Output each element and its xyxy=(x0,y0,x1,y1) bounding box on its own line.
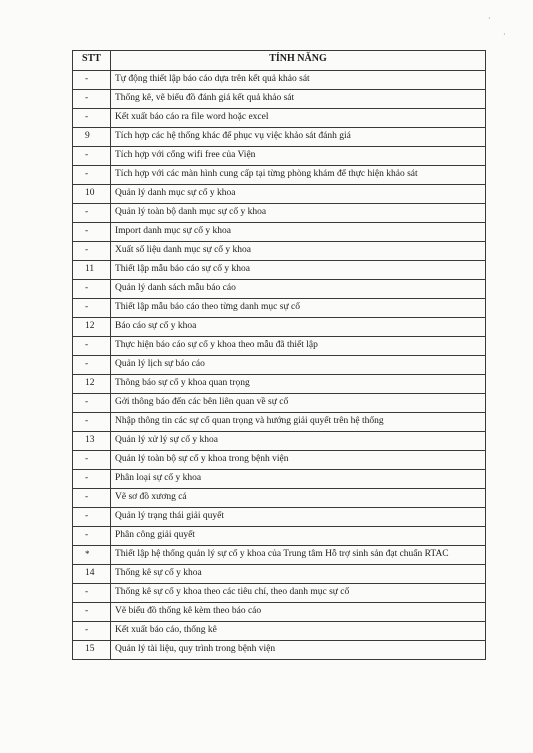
table-row xyxy=(73,470,486,489)
row-stt: - xyxy=(73,470,111,489)
row-stt: - xyxy=(73,356,111,375)
table-row xyxy=(73,109,486,128)
feature-column-header: TÍNH NĂNG xyxy=(111,51,486,71)
table-row xyxy=(73,375,486,394)
table-header-row xyxy=(73,51,486,71)
table-row xyxy=(73,261,486,280)
row-stt: - xyxy=(73,337,111,356)
table-body xyxy=(73,71,486,660)
row-feature: Thông báo sự cố y khoa quan trọng xyxy=(111,375,486,394)
table-row xyxy=(73,413,486,432)
row-feature: Phân loại sự cố y khoa xyxy=(111,470,486,489)
row-feature: Thiết lập mẫu báo cáo theo từng danh mục sự cố xyxy=(111,299,486,318)
row-feature: Kết xuất báo cáo, thống kê xyxy=(111,622,486,641)
row-stt: - xyxy=(73,489,111,508)
row-feature: Thống kê sự cố y khoa xyxy=(111,565,486,584)
row-stt: 15 xyxy=(73,641,111,660)
row-stt: 12 xyxy=(73,375,111,394)
row-feature: Kết xuất báo cáo ra file word hoặc excel xyxy=(111,109,486,128)
row-stt: - xyxy=(73,299,111,318)
table-row xyxy=(73,337,486,356)
table-row xyxy=(73,242,486,261)
row-stt: 10 xyxy=(73,185,111,204)
table-row xyxy=(73,527,486,546)
table-row xyxy=(73,394,486,413)
row-feature: Tự động thiết lập báo cáo dựa trên kết quả khảo sát xyxy=(111,71,486,90)
row-feature: Quản lý xử lý sự cố y khoa xyxy=(111,432,486,451)
row-stt: - xyxy=(73,413,111,432)
row-feature: Báo cáo sự cố y khoa xyxy=(111,318,486,337)
table-row xyxy=(73,147,486,166)
row-feature: Thiết lập mẫu báo cáo sự cố y khoa xyxy=(111,261,486,280)
row-stt: - xyxy=(73,109,111,128)
row-stt: - xyxy=(73,603,111,622)
row-stt: 9 xyxy=(73,128,111,147)
table-row xyxy=(73,128,486,147)
row-feature: Gởi thông báo đến các bên liên quan về sự cố xyxy=(111,394,486,413)
row-stt: - xyxy=(73,242,111,261)
stt-column-header: STT xyxy=(73,51,111,71)
row-feature: Quản lý toàn bộ sự cố y khoa trong bệnh viện xyxy=(111,451,486,470)
row-feature: Xuất số liệu danh mục sự cố y khoa xyxy=(111,242,486,261)
row-feature: Nhập thông tin các sự cố quan trọng và hướng giải quyết trên hệ thống xyxy=(111,413,486,432)
row-stt: - xyxy=(73,280,111,299)
table-row xyxy=(73,489,486,508)
scan-speck: · xyxy=(503,30,506,39)
row-feature: Thống kê, vẽ biểu đồ đánh giá kết quả khảo sát xyxy=(111,90,486,109)
row-stt: 11 xyxy=(73,261,111,280)
table-row xyxy=(73,166,486,185)
table-row xyxy=(73,546,486,565)
scan-speck: · xyxy=(488,14,491,23)
row-stt: - xyxy=(73,584,111,603)
row-stt: - xyxy=(73,622,111,641)
table-row xyxy=(73,90,486,109)
row-feature: Tích hợp các hệ thống khác để phục vụ việc khảo sát đánh giá xyxy=(111,128,486,147)
table-row xyxy=(73,641,486,660)
row-feature: Thiết lập hệ thống quản lý sự cố y khoa của Trung tâm Hỗ trợ sinh sản đạt chuẩn RTAC xyxy=(111,546,486,565)
row-feature: Thống kê sự cố y khoa theo các tiêu chí, theo danh mục sự cố xyxy=(111,584,486,603)
row-stt: - xyxy=(73,527,111,546)
feature-table xyxy=(72,50,486,660)
table-row xyxy=(73,622,486,641)
row-stt: - xyxy=(73,71,111,90)
row-feature: Thực hiện báo cáo sự cố y khoa theo mẫu đã thiết lập xyxy=(111,337,486,356)
table-row xyxy=(73,508,486,527)
table-row xyxy=(73,451,486,470)
table-row xyxy=(73,356,486,375)
row-feature: Tích hợp với cổng wifi free của Viện xyxy=(111,147,486,166)
row-feature: Quản lý danh mục sự cố y khoa xyxy=(111,185,486,204)
table-row xyxy=(73,71,486,90)
table-row xyxy=(73,204,486,223)
table-row xyxy=(73,223,486,242)
row-feature: Vẽ sơ đồ xương cá xyxy=(111,489,486,508)
row-stt: - xyxy=(73,90,111,109)
row-stt: - xyxy=(73,508,111,527)
table-row xyxy=(73,432,486,451)
row-stt: - xyxy=(73,223,111,242)
row-stt: - xyxy=(73,166,111,185)
table-row xyxy=(73,280,486,299)
table-row xyxy=(73,603,486,622)
row-feature: Phân công giải quyết xyxy=(111,527,486,546)
row-feature: Quản lý lịch sự báo cáo xyxy=(111,356,486,375)
row-feature: Quản lý tài liệu, quy trình trong bệnh viện xyxy=(111,641,486,660)
row-stt: - xyxy=(73,451,111,470)
row-feature: Quản lý trạng thái giải quyết xyxy=(111,508,486,527)
row-stt: 12 xyxy=(73,318,111,337)
row-stt: - xyxy=(73,394,111,413)
row-feature: Vẽ biểu đồ thống kê kèm theo báo cáo xyxy=(111,603,486,622)
row-stt: - xyxy=(73,204,111,223)
table-row xyxy=(73,299,486,318)
table-row xyxy=(73,565,486,584)
table-row xyxy=(73,584,486,603)
table-row xyxy=(73,318,486,337)
table-row xyxy=(73,185,486,204)
row-stt: * xyxy=(73,546,111,565)
row-stt: 13 xyxy=(73,432,111,451)
row-feature: Quản lý danh sách mẫu báo cáo xyxy=(111,280,486,299)
row-feature: Tích hợp với các màn hình cung cấp tại từng phòng khám để thực hiện khảo sát xyxy=(111,166,486,185)
row-stt: - xyxy=(73,147,111,166)
row-feature: Import danh mục sự cố y khoa xyxy=(111,223,486,242)
row-stt: 14 xyxy=(73,565,111,584)
row-feature: Quản lý toàn bộ danh mục sự cố y khoa xyxy=(111,204,486,223)
